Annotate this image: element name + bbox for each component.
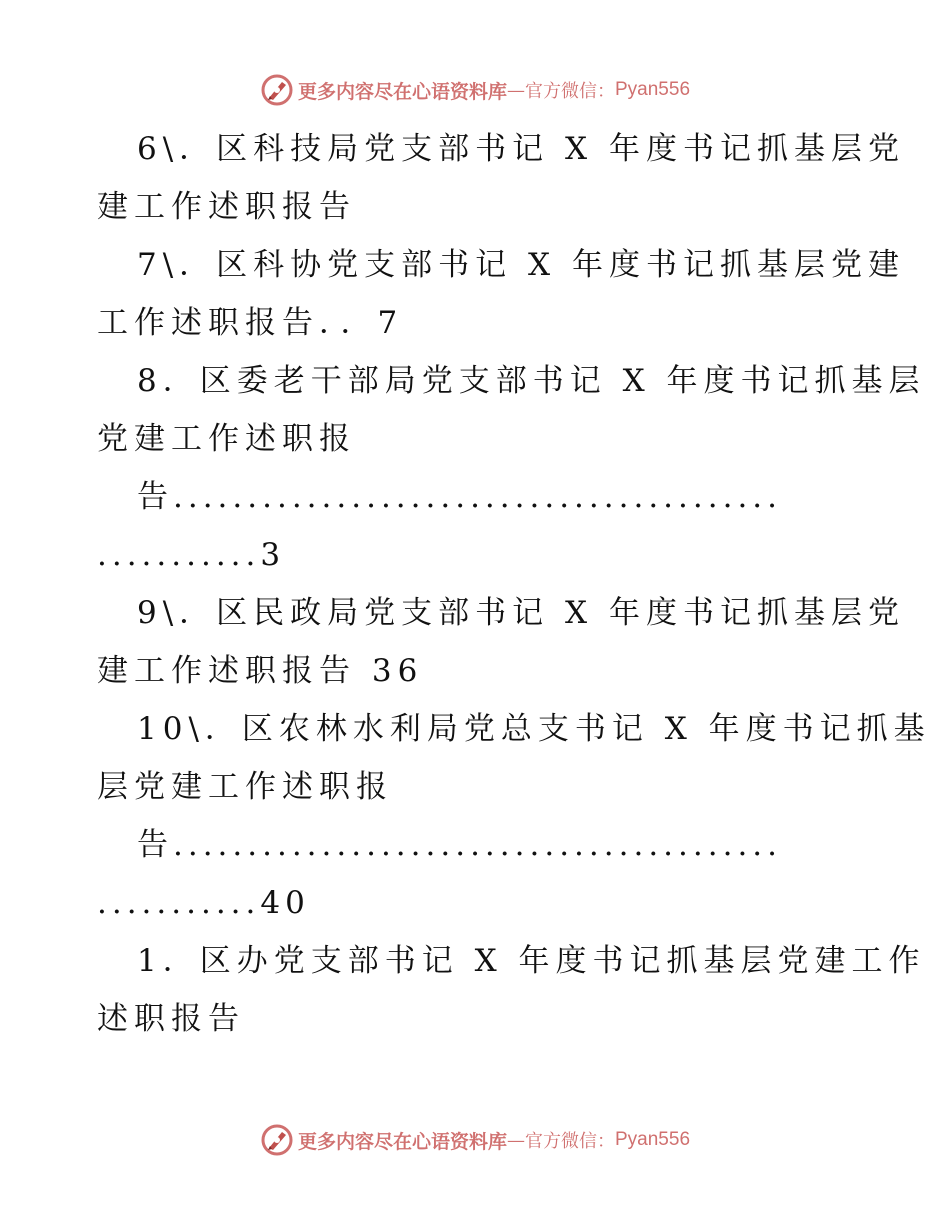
toc-line: 建工作述职报告 36 bbox=[97, 653, 424, 689]
toc-line: 工作述职报告．．7 bbox=[97, 305, 404, 341]
header-site-name: 更多内容尽在心语资料库 bbox=[297, 80, 507, 103]
toc-line: 层党建工作述职报 bbox=[97, 769, 393, 805]
footer-wechat-account: Pyan556 bbox=[615, 1129, 691, 1150]
footer-dash: — bbox=[507, 1129, 525, 1151]
toc-content bbox=[97, 120, 931, 1048]
header-wechat-label: 官方微信： bbox=[525, 81, 615, 102]
toc-line: 10\．区农林水利局党总支书记 X 年度书记抓基 bbox=[137, 711, 931, 747]
toc-line: 7\．区科协党支部书记 X 年度书记抓基层党建 bbox=[137, 247, 905, 283]
toc-line: 9\．区民政局党支部书记 X 年度书记抓基层党 bbox=[137, 595, 905, 631]
toc-line: 述职报告 bbox=[97, 1001, 245, 1037]
header-dash: — bbox=[507, 79, 525, 101]
footer-site-name: 更多内容尽在心语资料库 bbox=[297, 1130, 507, 1153]
toc-line: 告......................................... bbox=[137, 479, 783, 515]
header-wechat-account: Pyan556 bbox=[615, 79, 691, 100]
toc-line: 8．区委老干部局党支部书记 X 年度书记抓基层 bbox=[137, 363, 926, 399]
toc-line: ...........3 bbox=[97, 537, 286, 573]
toc-line: 党建工作述职报 bbox=[97, 421, 356, 457]
toc-line: 6\．区科技局党支部书记 X 年度书记抓基层党 bbox=[137, 131, 905, 167]
footer-watermark bbox=[0, 1120, 950, 1160]
header-watermark bbox=[0, 70, 950, 110]
footer-wechat-label: 官方微信： bbox=[525, 1131, 615, 1152]
quill-pen-logo-icon bbox=[260, 1123, 294, 1157]
toc-line: 1．区办党支部书记 X 年度书记抓基层党建工作 bbox=[137, 943, 926, 979]
toc-line: 建工作述职报告 bbox=[97, 189, 356, 225]
quill-pen-logo-icon bbox=[260, 73, 294, 107]
toc-line: ...........40 bbox=[97, 885, 310, 921]
toc-line: 告......................................... bbox=[137, 827, 783, 863]
